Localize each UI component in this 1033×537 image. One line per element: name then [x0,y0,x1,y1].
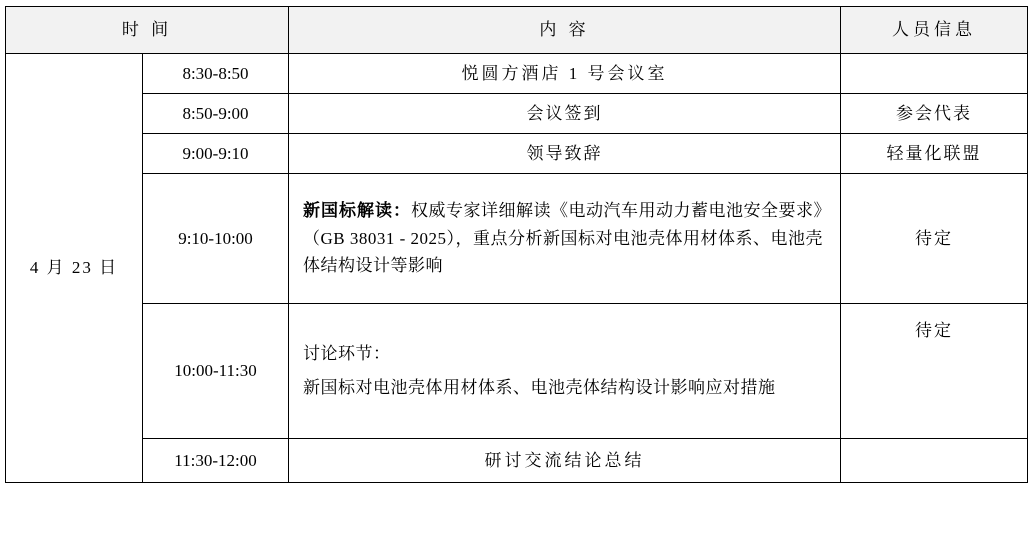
content-line-1: 讨论环节： [303,344,391,364]
people-cell: 轻量化联盟 [841,134,1028,174]
date-cell: 4 月 23 日 [6,54,143,483]
document-page [0,6,1033,537]
content-cell: 领导致辞 [289,134,841,174]
time-cell: 9:00-9:10 [143,134,289,174]
time-cell: 9:10-10:00 [143,174,289,304]
content-cell [289,304,841,439]
people-cell: 待定 [841,174,1028,304]
table-row [6,94,1028,134]
people-cell [841,439,1028,483]
people-cell: 待定 [841,304,1028,439]
content-cell [289,174,841,304]
time-cell: 10:00-11:30 [143,304,289,439]
table-header [6,7,1028,54]
content-cell: 会议签到 [289,94,841,134]
table-row [6,134,1028,174]
content-paragraph [289,187,840,290]
table-row [6,439,1028,483]
content-line-2: 新国标对电池壳体用材体系、电池壳体结构设计影响应对措施 [303,378,776,397]
content-cell: 研讨交流结论总结 [289,439,841,483]
content-cell: 悦圆方酒店 1 号会议室 [289,54,841,94]
column-header-people: 人员信息 [841,7,1028,54]
table-row [6,304,1028,439]
content-body-text: 权威专家详细解读《电动汽车用动力蓄电池安全要求》（GB 38031 - 2025），重点分析新国标对电池壳体用材体系、电池壳体结构设计等影响 [303,201,824,276]
time-cell: 11:30-12:00 [143,439,289,483]
content-paragraph [289,330,840,411]
people-cell: 参会代表 [841,94,1028,134]
table-row [6,174,1028,304]
content-lead-text: 新国标解读： [303,201,411,221]
time-cell: 8:50-9:00 [143,94,289,134]
table-header-row [6,7,1028,54]
table-body [6,54,1028,483]
time-cell: 8:30-8:50 [143,54,289,94]
column-header-content: 内 容 [289,7,841,54]
agenda-table [5,6,1028,483]
table-row [6,54,1028,94]
column-header-time: 时 间 [6,7,289,54]
people-cell [841,54,1028,94]
